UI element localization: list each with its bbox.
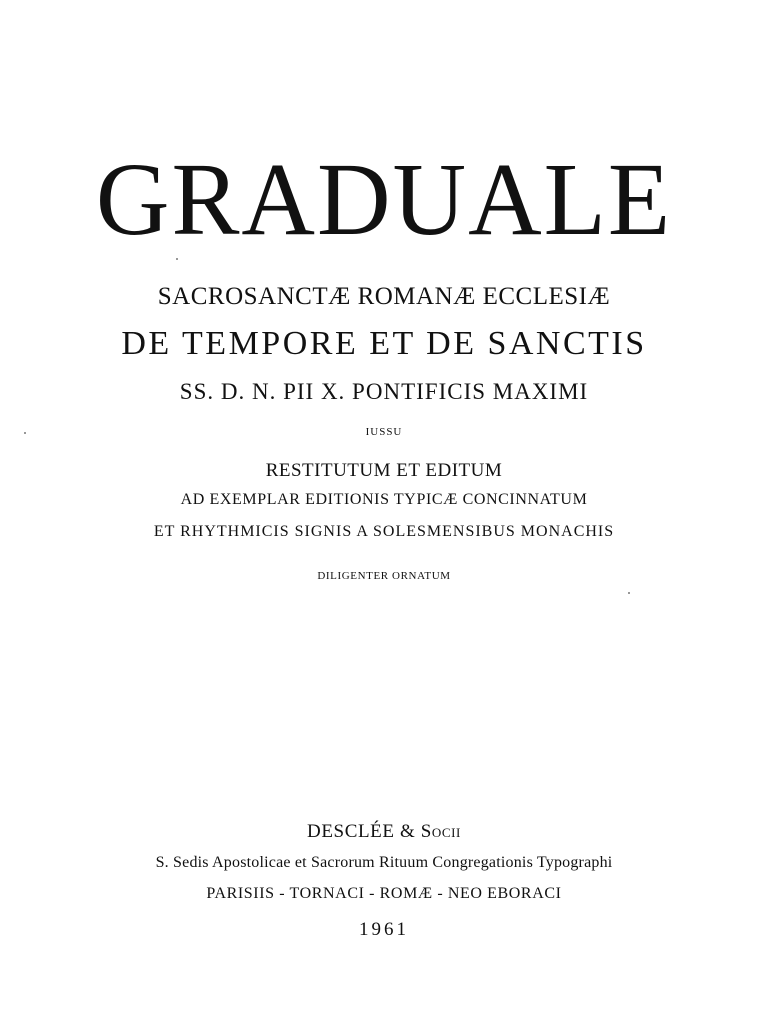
scan-speck [24,432,26,434]
publisher-partner: Socii [420,821,461,842]
subtitle-line-3: SS. D. N. PII X. PONTIFICIS MAXIMI [179,379,589,404]
subtitle-line-5: RESTITUTUM ET EDITUM [265,460,503,481]
subtitle-line-2: DE TEMPORE ET DE SANCTIS [121,325,647,362]
scan-speck [628,592,630,594]
publisher-ampersand: & [399,821,416,842]
subtitle-line-6: AD EXEMPLAR EDITIONIS TYPICÆ CONCINNATUM [180,491,588,508]
publisher-cities: PARISIIS - TORNACI - ROMÆ - NEO EBORACI [206,885,562,902]
book-title: GRADUALE [95,142,673,257]
publisher-description: S. Sedis Apostolicae et Sacrorum Rituum Congregationis Typographi [155,854,613,871]
subtitle-line-4: IUSSU [365,426,403,438]
publication-year: 1961 [359,919,409,940]
scan-speck [176,258,178,260]
subtitle-line-7: ET RHYTHMICIS SIGNIS A SOLESMENSIBUS MONACHIS [153,523,615,540]
subtitle-line-1: SACROSANCTÆ ROMANÆ ECCLESIÆ [157,283,611,310]
publisher-name-line [0,822,768,841]
publisher-name: DESCLÉE [307,821,395,842]
subtitle-line-8: DILIGENTER ORNATUM [317,570,451,582]
